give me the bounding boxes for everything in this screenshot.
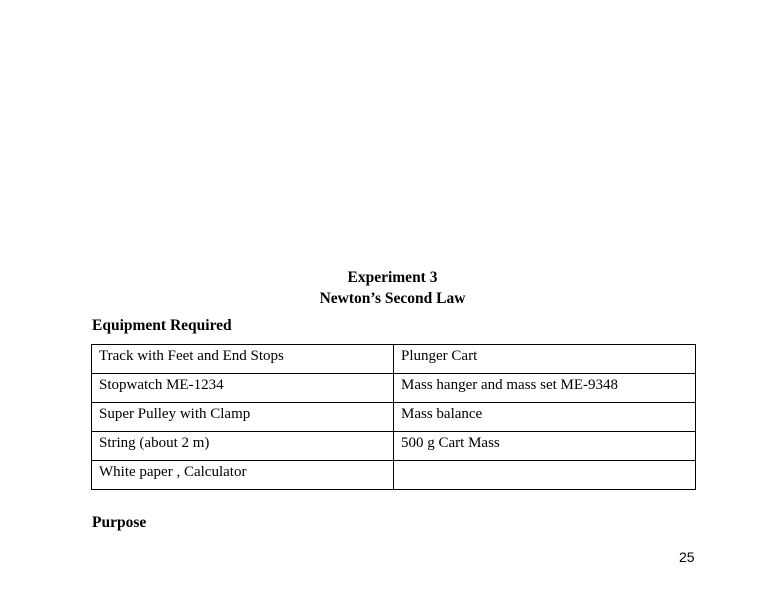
experiment-number: Experiment 3 xyxy=(347,269,438,286)
equipment-table xyxy=(91,344,696,490)
table-row xyxy=(92,403,696,432)
table-cell: Plunger Cart xyxy=(394,345,696,374)
table-cell: Mass hanger and mass set ME-9348 xyxy=(394,374,696,403)
purpose-heading: Purpose xyxy=(92,514,147,531)
equipment-heading: Equipment Required xyxy=(92,317,232,334)
table-cell: Track with Feet and End Stops xyxy=(92,345,394,374)
table-cell xyxy=(394,461,696,490)
page-number: 25 xyxy=(679,549,695,565)
table-cell: 500 g Cart Mass xyxy=(394,432,696,461)
table-row xyxy=(92,374,696,403)
table-cell: Mass balance xyxy=(394,403,696,432)
title-block xyxy=(0,267,769,309)
experiment-title: Newton’s Second Law xyxy=(319,290,466,307)
table-row xyxy=(92,345,696,374)
table-cell: Super Pulley with Clamp xyxy=(92,403,394,432)
table-cell: White paper , Calculator xyxy=(92,461,394,490)
table-row xyxy=(92,461,696,490)
table-cell: String (about 2 m) xyxy=(92,432,394,461)
table-cell: Stopwatch ME-1234 xyxy=(92,374,394,403)
table-row xyxy=(92,432,696,461)
